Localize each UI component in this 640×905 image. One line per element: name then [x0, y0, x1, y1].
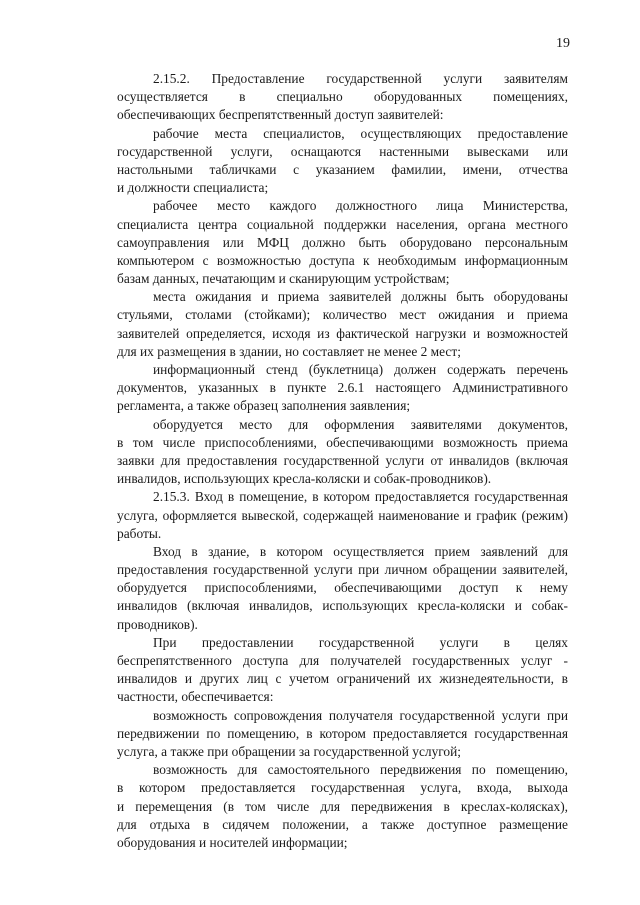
text-line: для их размещения в здании, но составляет не менее 2 мест; — [117, 343, 461, 359]
text-line: беспрепятственного доступа для получателей государственных услуг - — [117, 653, 568, 668]
text-line: специалиста центра социальной поддержки населения, органа местного — [117, 216, 568, 232]
text-line: оборудуется место для оформления заявителями документов, — [153, 416, 568, 432]
text-line: рабочее место каждого должностного лица Министерства, — [153, 198, 568, 214]
text-line: заявки для предоставления государственной услуги от инвалидов (включая — [117, 452, 568, 468]
text-line: в том числе приспособлениями, обеспечивающими возможность приема — [117, 434, 568, 450]
text-line: частности, обеспечивается: — [117, 689, 274, 705]
text-line: места ожидания и приема заявителей должны быть оборудованы — [153, 289, 568, 305]
text-line: услуга, оформляется вывеской, содержащей наименование и график (режим) — [117, 507, 568, 523]
text-line: возможность сопровождения получателя государственной услуги при — [153, 707, 568, 723]
text-line: заявителей определяется, исходя из фактической нагрузки и возможностей — [117, 325, 568, 341]
text-line: в котором предоставляется государственная услуга, входа, выхода — [117, 780, 568, 796]
text-line: инвалидов (включая инвалидов, использующих кресла-коляски и собак- — [117, 598, 568, 614]
text-line: и перемещения (в том числе для передвижения в креслах-колясках), — [117, 798, 568, 814]
text-line: для отдыха в сидячем положении, а также доступное размещение — [117, 816, 568, 832]
text-line: осуществляется в специально оборудованных помещениях, — [117, 89, 568, 105]
text-line: документов, указанных в пункте 2.6.1 настоящего Административного — [117, 380, 568, 396]
text-line: При предоставлении государственной услуги в целях — [153, 634, 568, 650]
text-line: рабочие места специалистов, осуществляющих предоставление — [153, 125, 568, 141]
text-line: настольными табличками с указанием фамилии, имени, отчества — [117, 161, 568, 177]
text-line: компьютером с возможностью доступа к необходимым информационным — [117, 252, 568, 268]
text-line: передвижении по помещению, в котором предоставляется государственная — [117, 725, 568, 741]
text-line: Вход в здание, в котором осуществляется прием заявлений для — [153, 543, 568, 559]
text-line: обеспечивающих беспрепятственный доступ заявителей: — [117, 107, 444, 123]
text-line: предоставления государственной услуги при личном обращении заявителей, — [117, 562, 568, 578]
text-line: и должности специалиста; — [117, 180, 269, 196]
text-line: базам данных, печатающим и сканирующим устройствам; — [117, 271, 450, 287]
text-line: инвалидов и других лиц с учетом ограничений их жизнедеятельности, в — [117, 671, 568, 687]
text-line: информационный стенд (буклетница) должен содержать перечень — [153, 362, 568, 377]
text-line: 2.15.2. Предоставление государственной услуги заявителям — [153, 71, 568, 86]
text-line: стульями, столами (стойками); количество мест ожидания и приема — [117, 307, 568, 323]
page-number: 19 — [556, 36, 570, 51]
text-line: проводников). — [117, 616, 198, 632]
text-line: регламента, а также образец заполнения заявления; — [117, 398, 411, 414]
text-line: государственной услуги, оснащаются настенными вывесками или — [117, 143, 568, 159]
text-line: самоуправления или МФЦ должно быть оборудовано персональным — [117, 234, 568, 250]
document-body — [117, 70, 568, 852]
text-line: услуга, а также при обращении за государственной услугой; — [117, 743, 462, 759]
text-line: оборудования и носителей информации; — [117, 834, 348, 850]
text-line: инвалидов, использующих кресла-коляски и собак-проводников). — [117, 471, 492, 487]
text-line: работы. — [117, 525, 162, 541]
text-line: 2.15.3. Вход в помещение, в котором предоставляется государственная — [153, 489, 568, 505]
text-line: возможность для самостоятельного передвижения по помещению, — [153, 762, 568, 778]
text-line: оборудуется приспособлениями, обеспечивающими доступ к нему — [117, 580, 568, 596]
